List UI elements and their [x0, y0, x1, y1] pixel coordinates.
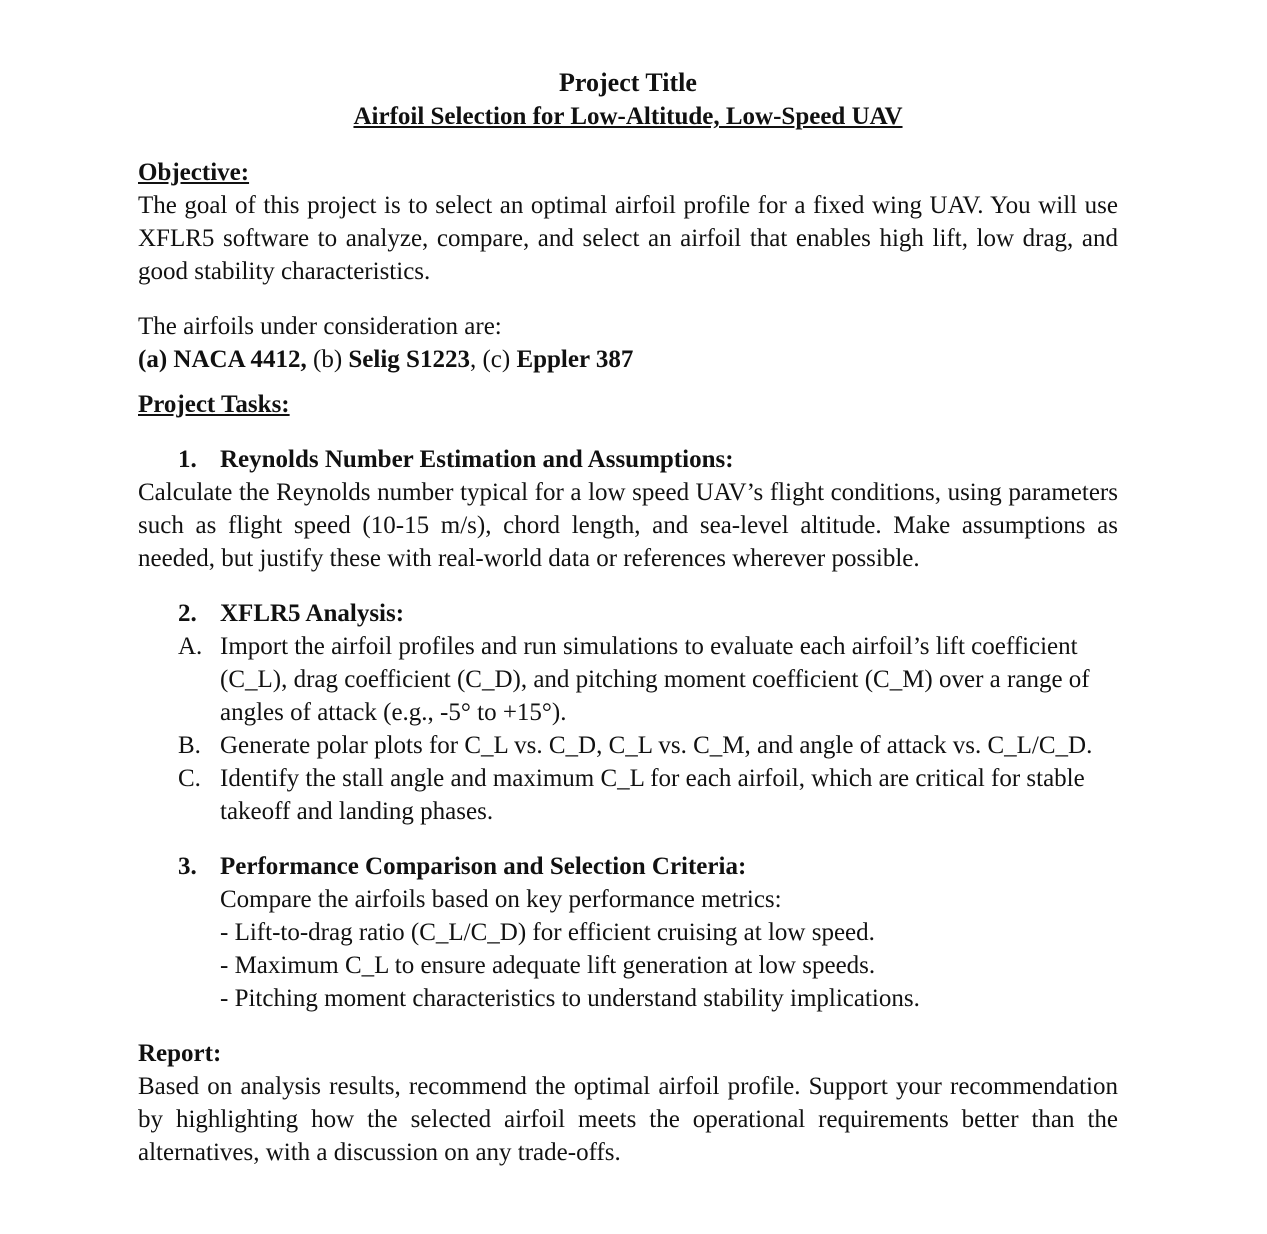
objective-text: The goal of this project is to select an optimal airfoil profile for a fixed wing UAV. You will use XFLR5 software to analyze, compare, and select an airfoil that enables high lift, low drag, and good stability characteristics.: [138, 192, 1118, 285]
task-1-text: Calculate the Reynolds number typical for a low speed UAV’s flight conditions, using parameters such as flight speed (10-15 m/s), chord length, and sea-level altitude. Make assumptions as needed, but justify these with real-world data or references wherever possible.: [138, 479, 1118, 572]
task-3-bullet: - Maximum C_L to ensure adequate lift generation at low speeds.: [220, 952, 876, 979]
document-page: [138, 66, 1118, 1169]
task-3-number: 3.: [178, 853, 197, 880]
task-2-item-b-text: Generate polar plots for C_L vs. C_D, C_L vs. C_M, and angle of attack vs. C_L/C_D.: [220, 732, 1093, 759]
airfoils-list: [138, 343, 1118, 376]
task-2-item-c: [138, 762, 1118, 828]
airfoil-b-name: Selig S1223: [348, 346, 470, 373]
task-2-item-b: [138, 729, 1118, 762]
project-subtitle-wrap: [138, 100, 1118, 134]
airfoil-c-label: , (c): [469, 346, 517, 373]
airfoil-a-name: NACA 4412,: [173, 346, 307, 373]
tasks-heading: Project Tasks:: [138, 391, 290, 418]
report-heading: Report:: [138, 1040, 222, 1067]
task-3-bullet: - Lift-to-drag ratio (C_L/C_D) for efficient cruising at low speed.: [220, 919, 875, 946]
objective-heading: Objective:: [138, 159, 250, 186]
report-text: Based on analysis results, recommend the optimal airfoil profile. Support your recommendation by highlighting how the selected airfoil meets the operational requirements better than the alternatives, with a discussion on any trade-offs.: [138, 1073, 1118, 1166]
airfoil-a-label: (a): [138, 346, 174, 373]
task-1-heading: [138, 443, 1118, 476]
task-3-bullet: - Pitching moment characteristics to understand stability implications.: [220, 985, 920, 1012]
task-2-item-c-letter: C.: [178, 765, 201, 792]
task-3-heading: [138, 850, 1118, 883]
task-3-intro: Compare the airfoils based on key performance metrics:: [220, 886, 782, 913]
task-3-title: Performance Comparison and Selection Criteria:: [220, 853, 747, 880]
airfoil-c-name: Eppler 387: [516, 346, 634, 373]
task-2-item-a: [138, 630, 1118, 729]
airfoils-intro: The airfoils under consideration are:: [138, 313, 502, 340]
task-2-title: XFLR5 Analysis:: [220, 600, 405, 627]
project-title: Project Title: [559, 68, 697, 97]
task-1-title: Reynolds Number Estimation and Assumptions:: [220, 446, 734, 473]
task-2-heading: [138, 597, 1118, 630]
task-2-item-b-letter: B.: [178, 732, 201, 759]
project-subtitle: Airfoil Selection for Low-Altitude, Low-Speed UAV: [353, 103, 903, 130]
airfoil-b-label: (b): [306, 346, 349, 373]
task-2-item-a-text: Import the airfoil profiles and run simulations to evaluate each airfoil’s lift coefficient (C_L), drag coefficient (C_D), and pitching moment coefficient (C_M) over a range of angles of attack (e.g., -5° to +15°).: [220, 633, 1090, 726]
task-1-number: 1.: [178, 446, 197, 473]
task-2-item-c-text: Identify the stall angle and maximum C_L for each airfoil, which are critical for stable takeoff and landing phases.: [220, 765, 1085, 825]
task-2-item-a-letter: A.: [178, 633, 203, 660]
task-2-number: 2.: [178, 600, 197, 627]
